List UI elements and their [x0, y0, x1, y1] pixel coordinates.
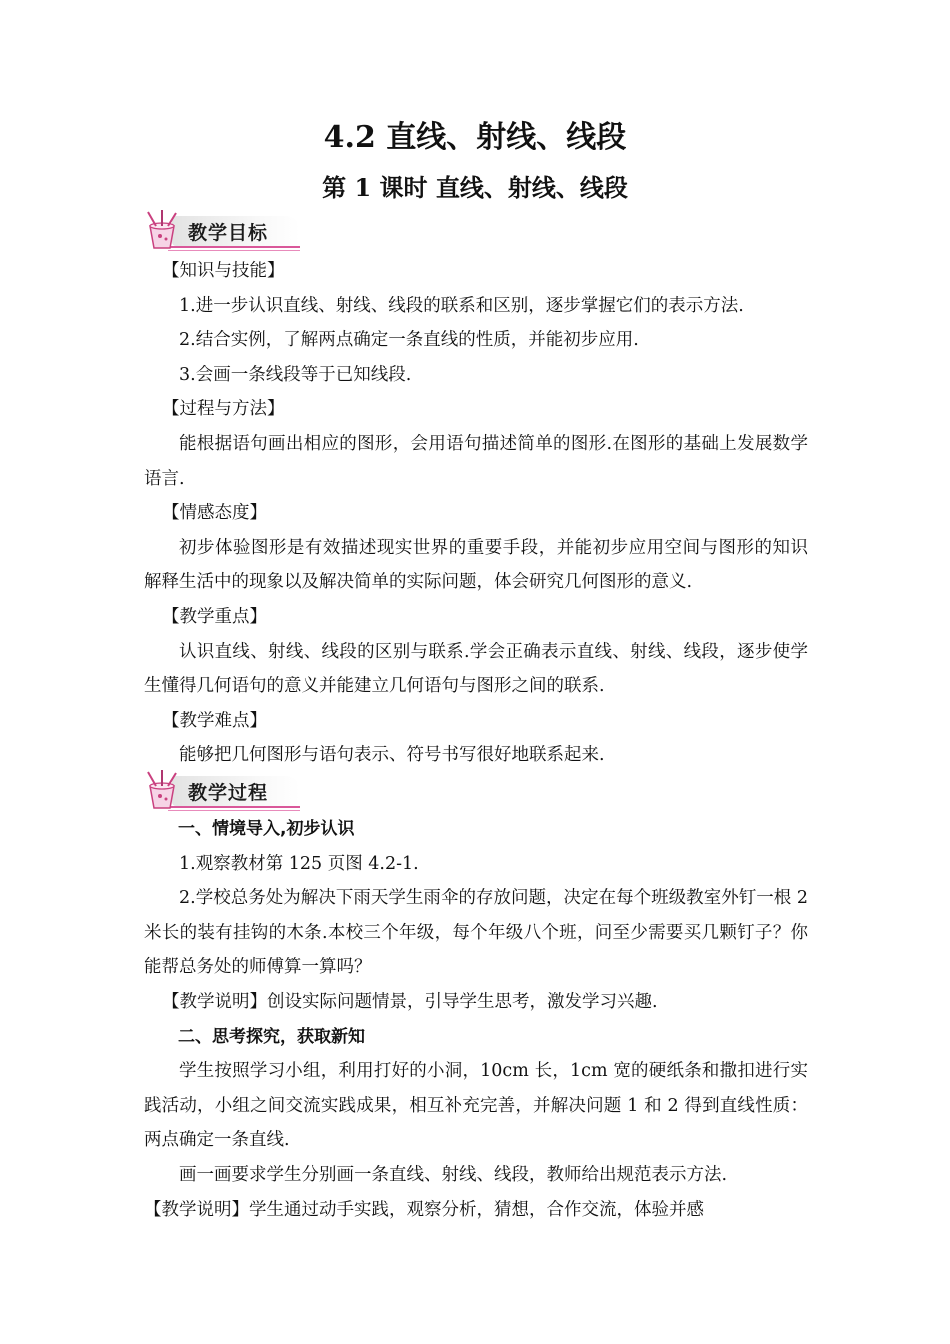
paragraph: 能根据语句画出相应的图形，会用语句描述简单的图形.在图形的基础上发展数学语言.	[144, 433, 808, 489]
paragraph: 初步体验图形是有效描述现实世界的重要手段，并能初步应用空间与图形的知识解释生活中的现象以及解决简单的实际问题，体会研究几何图形的意义.	[144, 537, 808, 593]
paragraph: 2.学校总务处为解决下雨天学生雨伞的存放问题，决定在每个班级教室外钉一根 2 米长的装有挂钩的木条.本校三个年级，每个年级八个班，问至少需要买几颗钉子？你能帮总务处的师傅算一算吗？	[144, 888, 808, 978]
pencil-cup-icon	[140, 768, 186, 812]
paragraph: 【教学说明】创设实际问题情景，引导学生思考，激发学习兴趣.	[162, 991, 658, 1012]
section-banner-objectives	[140, 208, 300, 252]
section-label: 【教学重点】	[162, 606, 267, 627]
section-heading: 一、情境导入,初步认识	[178, 819, 355, 839]
section-label: 【情感态度】	[162, 503, 267, 524]
section-label: 【教学难点】	[162, 710, 267, 731]
objectives-section	[144, 254, 808, 773]
paragraph: 3.会画一条线段等于已知线段.	[179, 364, 412, 385]
paragraph: 【教学说明】学生通过动手实践，观察分析，猜想，合作交流，体验并感	[144, 1199, 704, 1220]
paragraph: 学生按照学习小组，利用打好的小洞，10cm 长，1cm 宽的硬纸条和撒扣进行实践活动，小组之间交流实践成果，相互补充完善，并解决问题 1 和 2 得到直线性质：两点确定一条直线.	[144, 1061, 808, 1151]
banner-label: 教学目标	[188, 222, 269, 244]
page-title: 4.2 直线、射线、线段	[323, 120, 627, 155]
paragraph: 认识直线、射线、线段的区别与联系.学会正确表示直线、射线、线段，逐步使学生懂得几何语句的意义并能建立几何语句与图形之间的联系.	[144, 641, 808, 697]
paragraph: 能够把几何图形与语句表示、符号书写很好地联系起来.	[179, 745, 605, 766]
pencil-cup-icon	[140, 208, 186, 252]
section-heading: 二、思考探究，获取新知	[178, 1026, 365, 1047]
section-label: 【知识与技能】	[162, 261, 285, 281]
paragraph: 1.进一步认识直线、射线、线段的联系和区别，逐步掌握它们的表示方法.	[179, 295, 744, 316]
process-section	[144, 812, 808, 1227]
paragraph: 1.观察教材第 125 页图 4.2-1.	[179, 853, 419, 874]
paragraph: 2.结合实例，了解两点确定一条直线的性质，并能初步应用.	[179, 330, 639, 351]
banner-label: 教学过程	[188, 782, 269, 804]
section-label: 【过程与方法】	[162, 399, 285, 420]
paragraph: 画一画要求学生分别画一条直线、射线、线段，教师给出规范表示方法.	[179, 1164, 728, 1185]
page-subtitle: 第 1 课时 直线、射线、线段	[322, 173, 628, 202]
section-banner-process	[140, 768, 300, 812]
